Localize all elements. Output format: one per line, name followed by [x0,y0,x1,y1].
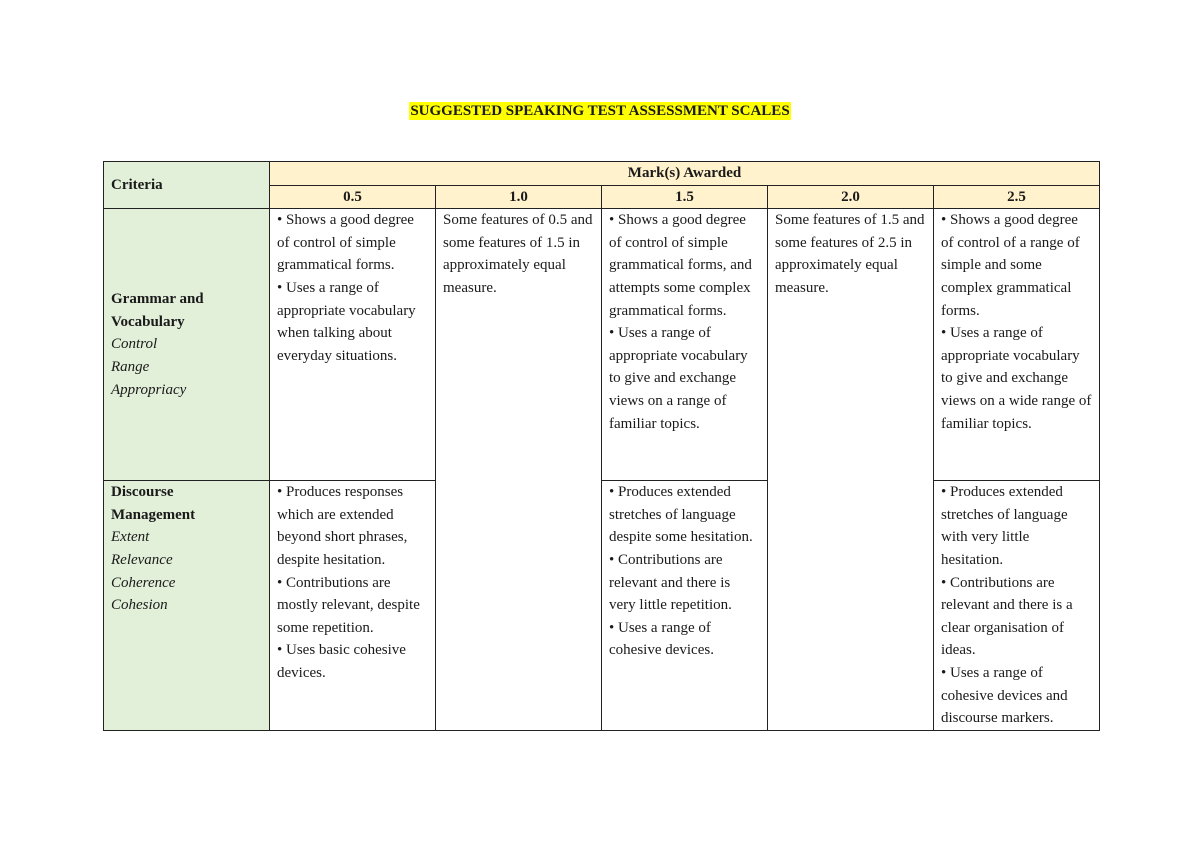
band-header-0-5: 0.5 [270,185,436,209]
grammar-band-1-5-cell [602,209,768,481]
grammar-band-0-5-cell [270,209,436,481]
band-header-1-5: 1.5 [602,185,768,209]
band-header-2-0: 2.0 [768,185,934,209]
descriptor-bullet: • Shows a good degree of control of simple grammatical forms. [277,212,414,274]
criterion-name-line: Grammar and [111,291,204,308]
descriptor-text: Some features of 0.5 and some features of 1.5 in approximately equal measure. [443,212,593,296]
assessment-table [103,161,1100,731]
subcriterion-relevance: Relevance [111,551,173,568]
subcriterion-extent: Extent [111,529,150,546]
criterion-name-line: Discourse [111,484,174,501]
document-title [0,103,1200,120]
descriptor-bullet: • Produces responses which are extended beyond short phrases, despite hesitation. [277,484,408,568]
descriptor-bullet: • Uses a range of cohesive devices. [609,619,714,659]
descriptor-bullet: • Produces extended stretches of language with very little hesitation. [941,484,1068,568]
subcriterion-cohesion: Cohesion [111,597,168,614]
descriptor-text: Some features of 1.5 and some features of 2.5 in approximately equal measure. [775,212,925,296]
subcriterion-appropriacy: Appropriacy [111,381,187,398]
marks-awarded-header: Mark(s) Awarded [270,162,1100,186]
descriptor-bullet: • Produces extended stretches of language despite some hesitation. [609,484,753,546]
criterion-name-line: Management [111,506,196,523]
descriptor-bullet: • Contributions are mostly relevant, despite some repetition. [277,574,420,636]
discourse-band-2-5-cell [934,481,1100,731]
discourse-band-0-5-cell [270,481,436,731]
subcriterion-control: Control [111,336,158,353]
criterion-name-line: Vocabulary [111,313,185,330]
row-discourse-management [104,481,1100,731]
row-grammar-vocabulary [104,209,1100,481]
descriptor-bullet: • Contributions are relevant and there is very little repetition. [609,551,732,614]
subcriterion-coherence: Coherence [111,574,176,591]
descriptor-bullet: • Uses basic cohesive devices. [277,642,406,681]
criteria-header: Criteria [104,162,270,209]
band-1-0-cell [436,209,602,731]
descriptor-bullet: • Uses a range of cohesive devices and discourse markers. [941,664,1068,727]
descriptor-bullet: • Shows a good degree of control of simple grammatical forms, and attempts some complex grammatical forms. [609,212,752,319]
descriptor-bullet: • Uses a range of appropriate vocabulary when talking about everyday situations. [277,279,416,364]
criterion-grammar-vocabulary [104,209,270,481]
band-header-2-5: 2.5 [934,185,1100,209]
band-2-0-cell [768,209,934,731]
descriptor-bullet: • Uses a range of appropriate vocabulary to give and exchange views on a wide range of familiar topics. [941,325,1092,432]
subcriterion-range: Range [111,358,150,375]
header-row-marks [104,162,1100,186]
band-header-1-0: 1.0 [436,185,602,209]
title-text: SUGGESTED SPEAKING TEST ASSESSMENT SCALES [410,103,790,119]
criterion-discourse-management [104,481,270,731]
discourse-band-1-5-cell [602,481,768,731]
descriptor-bullet: • Uses a range of appropriate vocabulary to give and exchange views on a range of familiar topics. [609,325,748,432]
descriptor-bullet: • Shows a good degree of control of a range of simple and some complex grammatical forms. [941,212,1080,319]
grammar-band-2-5-cell [934,209,1100,481]
descriptor-bullet: • Contributions are relevant and there is a clear organisation of ideas. [941,574,1073,659]
